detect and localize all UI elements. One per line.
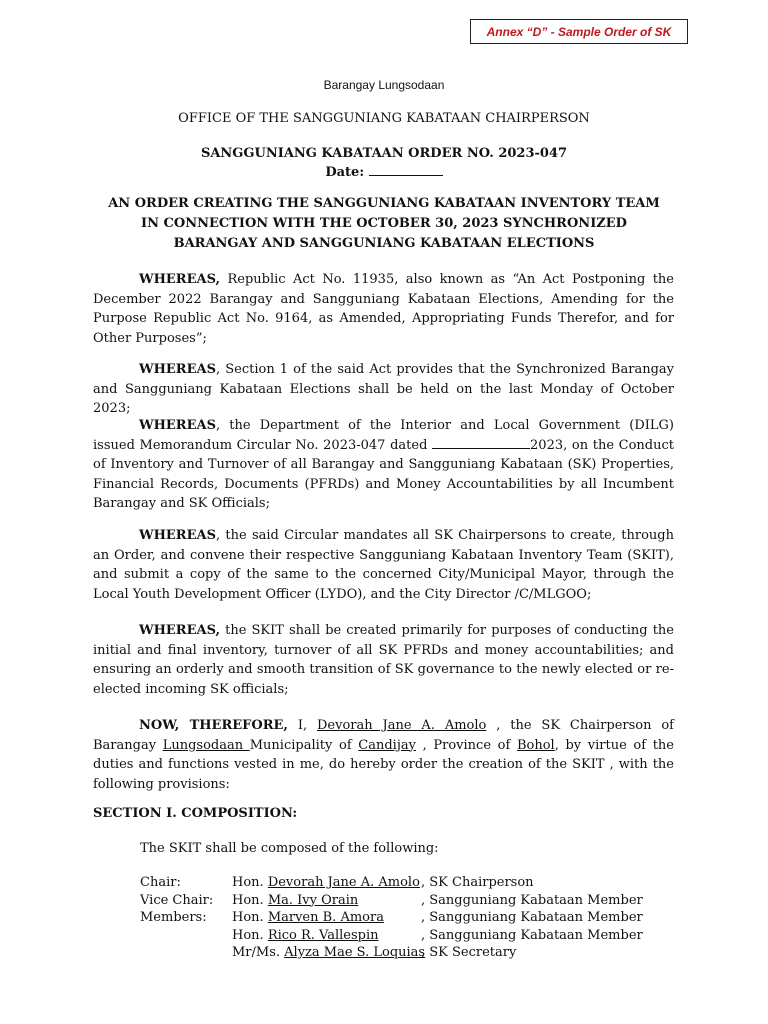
paragraph-text: (SK) (567, 457, 597, 472)
order-title: AN ORDER CREATING THE SANGGUNIANG KABATAAN INVENTORY TEAM IN CONNECTION WITH THE OCTOBER 30, 2023 SYNCHRONIZED BARANGAY AND SANGGUNIANG KABATAAN ELECTIONS (108, 196, 660, 251)
member-position: , SK Secretary (421, 945, 517, 960)
province-name: Bohol (516, 737, 555, 753)
paragraph-text: (SKIT) (627, 547, 670, 563)
member-position: , SK Chairperson (421, 875, 534, 890)
whereas-paragraph-4 (93, 526, 674, 604)
whereas-paragraph-2 (93, 360, 674, 419)
whereas-keyword: WHEREAS (139, 362, 216, 377)
whereas-paragraph-3 (93, 416, 674, 514)
composition-intro: The SKIT shall be composed of the following: (140, 841, 439, 856)
paragraph-text: , Province of (415, 737, 517, 753)
member-name-cell (232, 944, 425, 962)
member-name-cell (232, 874, 420, 892)
office-heading: OFFICE OF THE SANGGUNIANG KABATAAN CHAIRPERSON (178, 111, 590, 126)
paragraph-text: , by virtue of the duties and functions vested in me, do hereby order the creation of the SKIT , with the following provisions: (93, 737, 675, 792)
now-therefore-keyword: NOW, THEREFORE, (139, 718, 288, 733)
member-prefix: Hon. (232, 875, 268, 890)
whereas-keyword: WHEREAS (139, 528, 216, 543)
whereas-keyword: WHEREAS (139, 418, 216, 433)
paragraph-text: I, (287, 718, 317, 733)
member-prefix: Hon. (232, 892, 268, 908)
date-label: Date: (325, 165, 365, 180)
order-number: SANGGUNIANG KABATAAN ORDER NO. 2023-047 (200, 146, 568, 161)
paragraph-text: , the SK Chairperson of Barangay (93, 718, 674, 753)
member-name: Alyza Mae S. Loquias (284, 945, 426, 960)
paragraph-text: and Money Accountabilities by all Incumbent Barangay and SK Officials; (93, 476, 674, 511)
member-prefix: Mr/Ms. (232, 945, 285, 960)
member-position: , Sangguniang Kabataan Member (421, 892, 643, 908)
member-name-cell (232, 927, 379, 945)
chairperson-name: Devorah Jane A. Amolo (317, 718, 487, 733)
member-name: Devorah Jane A. Amolo (267, 875, 420, 890)
paragraph-text: , and the City Director /C/MLGOO; (362, 586, 592, 602)
member-role: Vice Chair: (140, 892, 214, 908)
now-therefore-paragraph (93, 716, 674, 794)
member-prefix: Hon. (232, 910, 268, 925)
whereas-paragraph-5 (93, 621, 674, 699)
barangay-name: Lungsodaan (162, 737, 250, 753)
barangay-header: Barangay Lungsodaan (323, 78, 445, 92)
paragraph-text: 2023, on the Conduct of Inventory and Turnover of all Barangay and Sangguniang Kabataan (93, 437, 674, 472)
paragraph-text: (DILG) (629, 418, 674, 433)
member-name: Marven B. Amora (267, 910, 384, 925)
annex-label: Annex “D” - Sample Order of SK (470, 19, 688, 44)
member-prefix: Hon. (232, 927, 268, 943)
whereas-keyword: WHEREAS, (139, 623, 221, 638)
member-name-cell (232, 909, 384, 927)
paragraph-text: (LYDO) (314, 586, 363, 602)
member-name: Rico R. Vallespin (267, 927, 379, 943)
date-blank (369, 163, 443, 176)
member-name-cell (232, 892, 358, 910)
member-position: , Sangguniang Kabataan Member (421, 927, 643, 943)
member-position: , Sangguniang Kabataan Member (421, 910, 643, 925)
whereas-paragraph-1 (93, 270, 674, 348)
date-line (0, 163, 768, 180)
paragraph-text: Republic Act No. 11935, also known as “An Act Postponing the December 2022 Barangay and Sangguniang Kabataan Elections, Amending for the Purpose Republic Act No. 9164, as Amended, Appropriating Funds Therefor, and for Other Purposes”; (93, 272, 674, 346)
paragraph-text: , Section 1 of the said Act provides that the Synchronized Barangay and Sangguniang Kabataan Elections shall be held on the last Monday of October 2023; (93, 362, 674, 416)
municipality-name: Candijay (358, 737, 416, 753)
paragraph-text: Municipality of (249, 737, 359, 753)
paragraph-text: the SKIT shall be created primarily for purposes of conducting the initial and final inventory, turnover of all SK PFRDs and money accountabilities; and ensuring an orderly and smooth transition of SK governance to the newly elected or re-elected incoming SK officials; (93, 623, 674, 697)
paragraph-text: , the said Circular mandates all SK Chairpersons to create, through an Order, and convene their respective Sangguniang Kabataan Inventory Team (93, 528, 674, 563)
paragraph-text: issued Memorandum Circular No. 2023-047 dated (93, 437, 433, 453)
member-role: Chair: (140, 875, 181, 890)
member-name: Ma. Ivy Orain (267, 892, 359, 908)
member-role: Members: (140, 910, 207, 925)
paragraph-text: (PFRDs) (304, 476, 360, 492)
paragraph-text: , the Department of the Interior and Local Government (215, 418, 630, 433)
section-heading: SECTION I. COMPOSITION: (93, 806, 298, 821)
date-blank (432, 437, 530, 449)
paragraph-text: , and submit a copy of the same to the concerned City/Municipal Mayor, through the Local Youth Development Officer (93, 547, 674, 602)
paragraph-text: Properties, Financial Records, Documents (93, 457, 674, 492)
whereas-keyword: WHEREAS, (139, 272, 221, 287)
